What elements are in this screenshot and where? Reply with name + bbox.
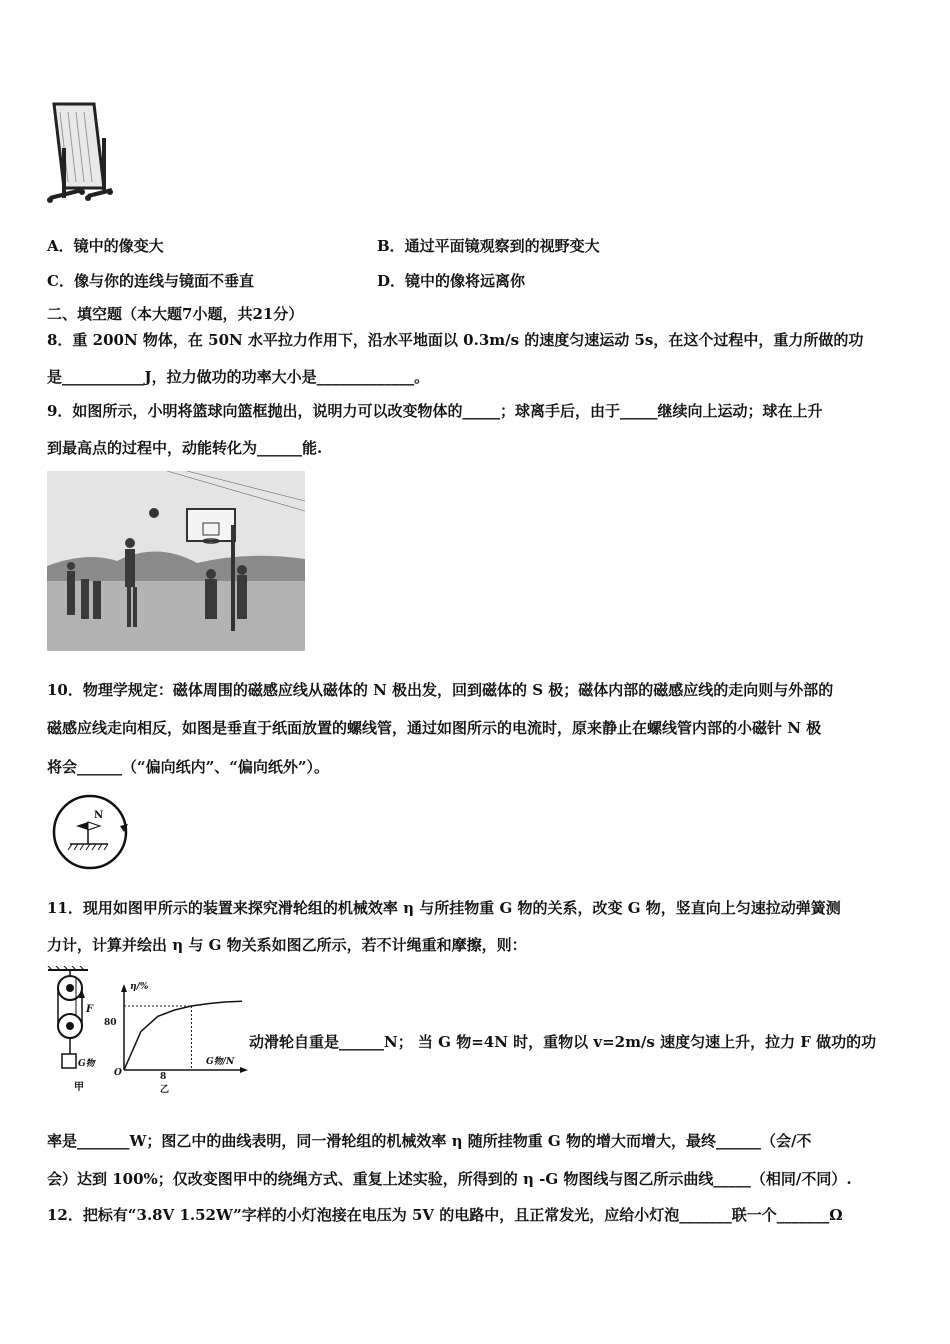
q8-line1: 8．重 200N 物体，在 50N 水平拉力作用下，沿水平地面以 0.3m/s 的速度匀速运动 5s，在这个过程中，重力所做的功: [47, 331, 864, 349]
q8-line2: 是___________J，拉力做功的功率大小是_____________。: [47, 368, 430, 386]
q9-line2: 到最高点的过程中，动能转化为______能.: [47, 439, 323, 457]
chart-xlabel: G物/N: [206, 1057, 235, 1067]
fig-b-caption: 乙: [160, 1085, 170, 1095]
solenoid-figure: [48, 792, 134, 872]
q11-line4: 率是_______W；图乙中的曲线表明，同一滑轮组的机械效率 η 随所挂物重 G 物的增大而增大，最终______（会/不: [47, 1132, 812, 1150]
chart-tick-8: 8: [160, 1072, 167, 1082]
basketball-photo: [47, 471, 305, 651]
pulley-figure: [46, 966, 106, 1092]
option-a: A．镜中的像变大: [47, 237, 164, 255]
force-label: F: [86, 1004, 94, 1015]
efficiency-chart: [104, 980, 250, 1095]
chart-origin: O: [114, 1068, 122, 1078]
weight-label: G物: [78, 1059, 95, 1069]
option-b: B．通过平面镜观察到的视野变大: [377, 237, 600, 255]
fig-a-caption: 甲: [74, 1082, 84, 1093]
mirror-stand-figure: [42, 98, 114, 210]
q11-line3: 动滑轮自重是______N； 当 G 物=4N 时，重物以 v=2m/s 速度匀速上升，拉力 F 做功的功: [249, 1033, 877, 1051]
q10-line1: 10．物理学规定：磁体周围的磁感应线从磁体的 N 极出发，回到磁体的 S 极；磁体内部的磁感应线的走向则与外部的: [47, 681, 834, 699]
chart-tick-80: 80: [104, 1018, 117, 1028]
q12-line1: 12．把标有“3.8V 1.52W”字样的小灯泡接在电压为 5V 的电路中，且正常发光，应给小灯泡_______联一个_______Ω: [47, 1206, 843, 1224]
chart-y-arrow: [121, 984, 127, 992]
section-title: 二、填空题（本大题7小题，共21分）: [47, 305, 304, 323]
option-c: C．像与你的连线与镜面不垂直: [47, 272, 254, 290]
q10-line2: 磁感应线走向相反，如图是垂直于纸面放置的螺线管，通过如图所示的电流时，原来静止在螺线管内部的小磁针 N 极: [47, 719, 822, 737]
chart-ylabel: η/%: [130, 982, 149, 992]
q11-line2: 力计，计算并绘出 η 与 G 物关系如图乙所示，若不计绳重和摩擦，则：: [47, 936, 527, 954]
q10-line3: 将会______（“偏向纸内”、“偏向纸外”）。: [47, 758, 330, 776]
q11-line1: 11．现用如图甲所示的装置来探究滑轮组的机械效率 η 与所挂物重 G 物的关系，改变 G 物，竖直向上匀速拉动弹簧测: [47, 899, 841, 917]
q9-line1: 9．如图所示，小明将篮球向篮框抛出，说明力可以改变物体的_____；球离手后，由于_____继续向上运动；球在上升: [47, 402, 823, 420]
q11-line5: 会）达到 100%；仅改变图甲中的绕绳方式、重复上述实验，所得到的 η -G 物图线与图乙所示曲线_____（相同/不同）.: [47, 1170, 852, 1188]
chart-x-arrow: [240, 1067, 248, 1073]
option-d: D．镜中的像将远离你: [377, 272, 526, 290]
compass-n-label: N: [94, 810, 104, 821]
